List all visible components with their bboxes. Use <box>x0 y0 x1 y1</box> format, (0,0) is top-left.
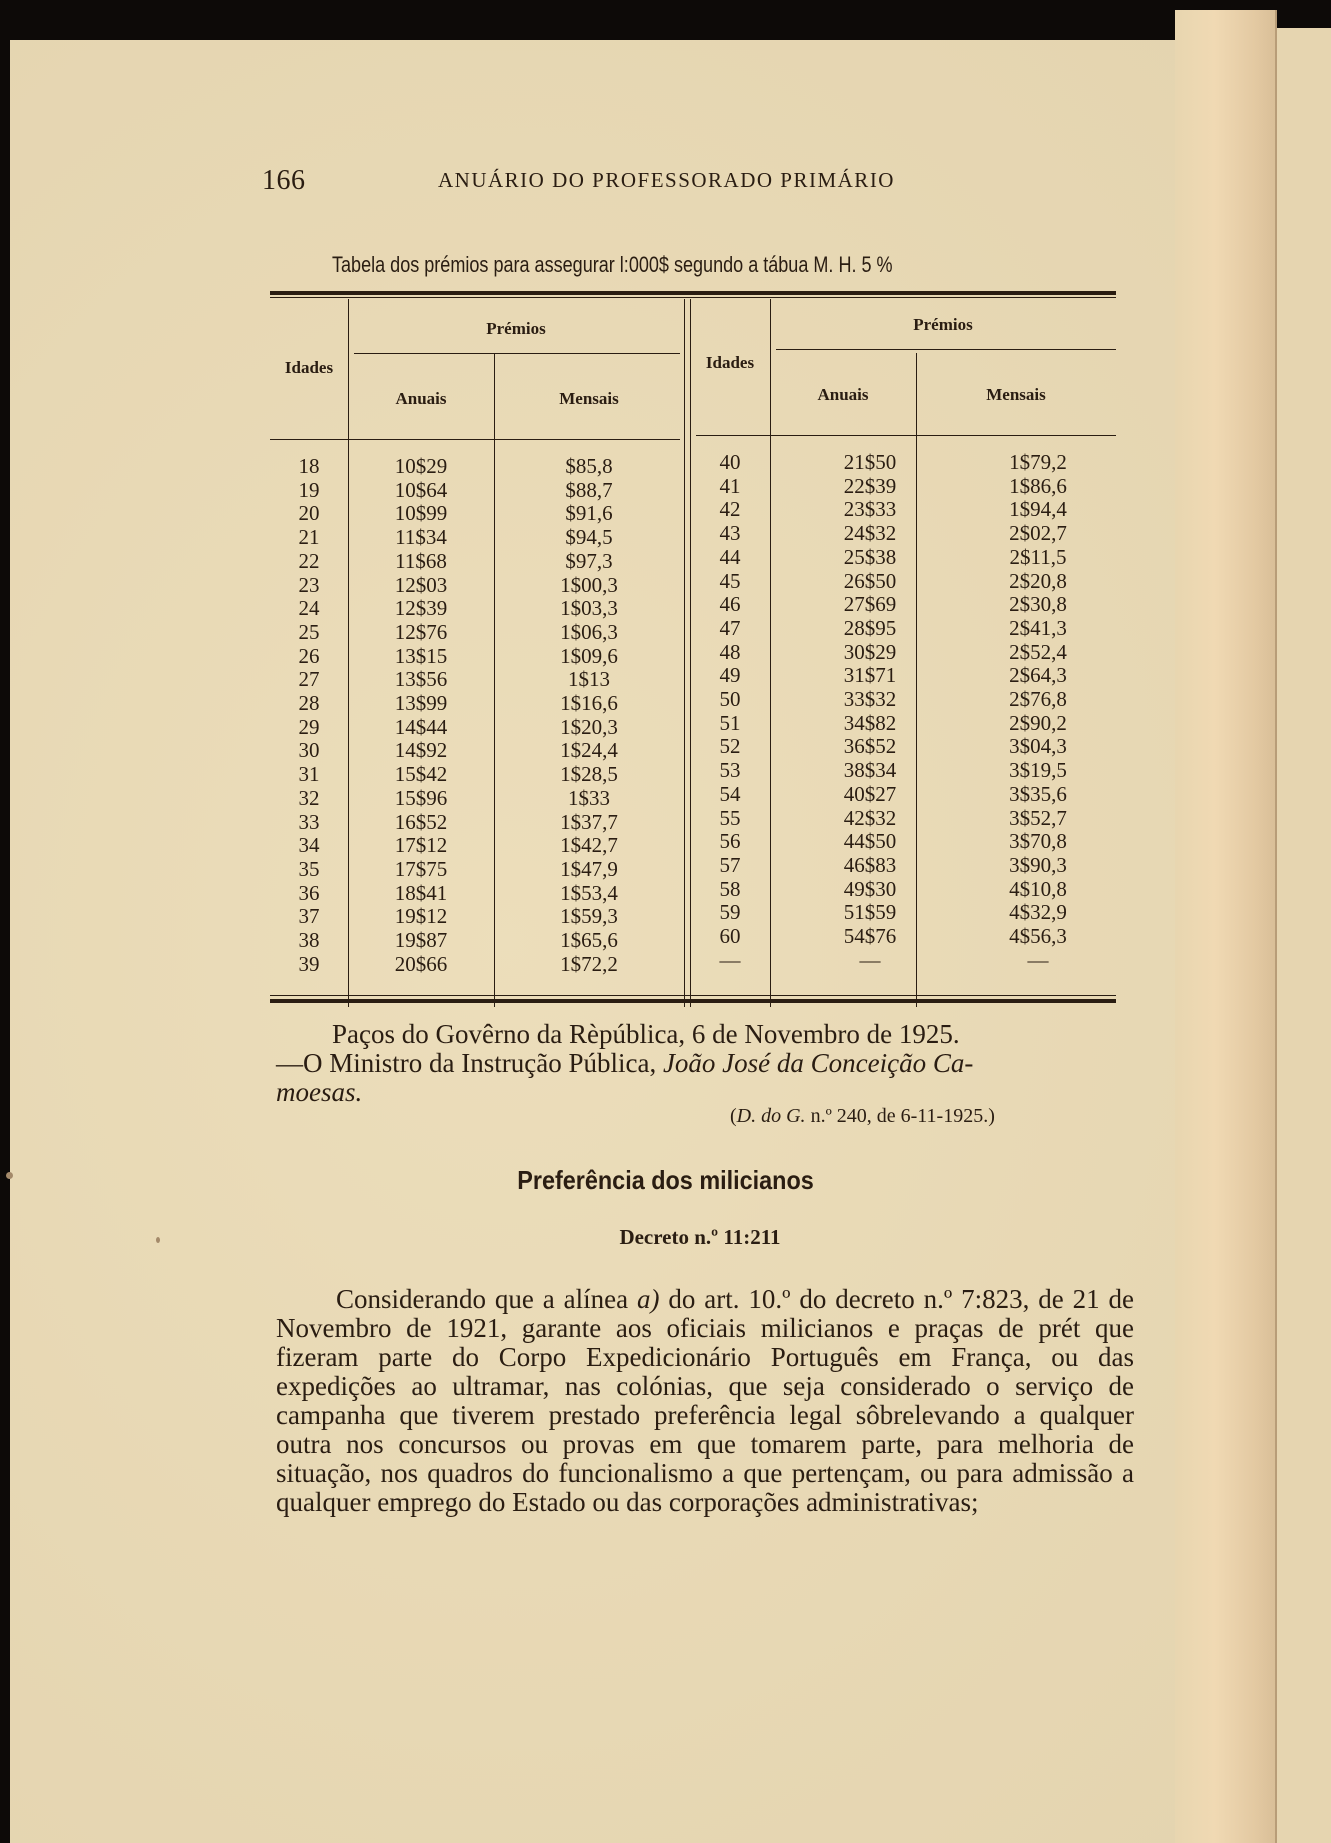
cell: 17$12 <box>394 833 448 858</box>
page-number: 166 <box>262 165 306 196</box>
gazette-citation <box>730 1105 995 1128</box>
cell: 45 <box>719 568 741 593</box>
cell: 1$09,6 <box>560 643 618 668</box>
cell: 30$29 <box>843 639 897 664</box>
cell: 2$41,3 <box>1009 615 1067 640</box>
cell: 1$53,4 <box>560 880 618 905</box>
table-top-rule <box>270 291 1116 295</box>
cell: 1$86,6 <box>1009 473 1067 498</box>
page-fold <box>1175 10 1277 1843</box>
cell: 51$59 <box>843 900 897 925</box>
cell: 26 <box>298 643 320 668</box>
cell: 14$92 <box>394 738 448 763</box>
cell: 13$99 <box>394 691 448 716</box>
cell: 21 <box>298 525 320 550</box>
cell: $91,6 <box>565 501 613 526</box>
cell: 12$76 <box>394 619 448 644</box>
cell: 22$39 <box>843 473 897 498</box>
cell: $88,7 <box>565 477 613 502</box>
cell: 37 <box>298 904 320 929</box>
cell: 1$06,3 <box>560 619 618 644</box>
closing-line-3: moesas. <box>276 1077 363 1107</box>
cell: 2$64,3 <box>1009 663 1067 688</box>
cell: 3$52,7 <box>1009 805 1067 830</box>
cell: 46$83 <box>843 852 897 877</box>
cell: — <box>859 947 881 972</box>
cell: 49 <box>719 663 741 688</box>
cell: 13$56 <box>394 667 448 692</box>
cell: 1$37,7 <box>560 809 618 834</box>
cell: 2$11,5 <box>1009 544 1067 569</box>
minister-title: —O Ministro da Instrução Pública, <box>276 1048 663 1078</box>
cell: 22 <box>298 548 320 573</box>
cell: 1$24,4 <box>560 738 618 763</box>
cell: 39 <box>298 951 320 976</box>
cell: 1$03,3 <box>560 596 618 621</box>
scan-background-edge <box>0 0 1331 44</box>
right-idades-column <box>690 451 770 972</box>
cell: 2$52,4 <box>1009 639 1067 664</box>
body-text-b: do art. 10.º do decreto n.º 7:823, de 21 de Novembro de 1921, garante aos oficiais milicianos e praças de prét que fizeram parte do Corpo Expedicionário Português em França, ou das expedições ao ultramar, nas colónias, que seja considerado o serviço de campanha que tiverem prestado preferência legal sôbrelevando a qualquer outra nos concursos ou provas em que tomarem parte, para melhoria de situação, nos quadros do funcionalismo a que pertençam, ou para admissão a qualquer emprego do Estado ou das corporações administrativas; <box>276 1284 1134 1517</box>
header-mensais: Mensais <box>986 385 1046 404</box>
cell: 54 <box>719 781 741 806</box>
cell: 36 <box>298 880 320 905</box>
cell: 43 <box>719 521 741 546</box>
cell: 31$71 <box>843 663 897 688</box>
cell: 46 <box>719 592 741 617</box>
cell: $97,3 <box>565 548 613 573</box>
cell: 19 <box>298 477 320 502</box>
cell: 13$15 <box>394 643 448 668</box>
table-caption: Tabela dos prémios para assegurar l:000$ segundo a tábua M. H. 5 % <box>332 252 893 277</box>
cell: $85,8 <box>565 454 613 478</box>
cell: 53 <box>719 758 741 783</box>
table-top-rule-thin <box>270 297 1116 298</box>
cell: 1$47,9 <box>560 856 618 881</box>
body-text-a: Considerando que a alínea <box>336 1284 637 1314</box>
cell: 26$50 <box>843 568 897 593</box>
table-bottom-rule <box>270 999 1116 1003</box>
cell: 24 <box>298 596 320 621</box>
next-page-edge <box>1273 28 1331 1843</box>
cell: 30 <box>298 738 320 763</box>
section-title: Preferência dos milicianos <box>517 1165 814 1195</box>
header-anuais: Anuais <box>395 389 447 408</box>
cell: 3$70,8 <box>1009 829 1067 854</box>
cell: 2$76,8 <box>1009 687 1067 712</box>
cell: 16$52 <box>394 809 448 834</box>
cell: 51 <box>719 710 741 735</box>
closing-line-2 <box>276 1049 1126 1078</box>
cell: 49$30 <box>843 876 897 901</box>
closing-line-1: Paços do Govêrno da Rèpública, 6 de Novembro de 1925. <box>332 1019 960 1049</box>
right-mensais-column <box>943 451 1133 972</box>
cell: 44$50 <box>843 829 897 854</box>
cell: 54$76 <box>843 924 897 949</box>
paper-speck <box>156 1237 160 1243</box>
cell: 18 <box>298 454 320 478</box>
cell: 15$42 <box>394 762 448 787</box>
cell: 47 <box>719 615 741 640</box>
cell: 55 <box>719 805 741 830</box>
cell: 19$87 <box>394 928 448 953</box>
citation-source: D. do G. <box>736 1105 806 1127</box>
header-idades: Idades <box>705 353 755 372</box>
cell: 1$13 <box>568 667 610 692</box>
header-anuais: Anuais <box>817 385 869 404</box>
cell: 25 <box>298 619 320 644</box>
cell: 1$59,3 <box>560 904 618 929</box>
premios-underline <box>354 353 680 354</box>
cell: 23$33 <box>843 497 897 522</box>
cell: 1$72,2 <box>560 951 618 976</box>
cell: 1$00,3 <box>560 572 618 597</box>
left-anuais-column <box>348 455 494 976</box>
cell: 11$34 <box>395 525 447 550</box>
cell: 1$28,5 <box>560 762 618 787</box>
cell: 3$90,3 <box>1009 852 1067 877</box>
cell: 60 <box>719 924 741 949</box>
header-premios: Prémios <box>486 319 546 338</box>
cell: 35 <box>298 856 320 881</box>
cell: 3$04,3 <box>1009 734 1067 759</box>
cell: 36$52 <box>843 734 897 759</box>
body-paragraph <box>276 1285 1134 1517</box>
cell: 34 <box>298 833 320 858</box>
cell: 17$75 <box>394 856 448 881</box>
cell: 31 <box>298 762 320 787</box>
cell: 1$42,7 <box>560 833 618 858</box>
cell: 2$20,8 <box>1009 568 1067 593</box>
cell: 10$99 <box>394 501 448 526</box>
cell: 40 <box>719 450 741 474</box>
cell: 1$94,4 <box>1009 497 1067 522</box>
cell: 41 <box>719 473 741 498</box>
col-divider <box>770 299 771 1007</box>
cell: 28 <box>298 691 320 716</box>
cell: 59 <box>719 900 741 925</box>
cell: 23 <box>298 572 320 597</box>
cell: 2$02,7 <box>1009 521 1067 546</box>
cell: 58 <box>719 876 741 901</box>
cell: 44 <box>719 544 741 569</box>
cell: 3$35,6 <box>1009 781 1067 806</box>
cell: 28$95 <box>843 615 897 640</box>
cell: $94,5 <box>565 525 613 550</box>
decree-number: Decreto n.º 11:211 <box>619 1225 781 1249</box>
body-text-italic: a) <box>636 1284 660 1314</box>
cell: 3$19,5 <box>1009 758 1067 783</box>
cell: 33$32 <box>843 687 897 712</box>
citation-ref: n.º 240, de 6-11-1925.) <box>805 1105 995 1127</box>
cell: 48 <box>719 639 741 664</box>
cell: 42$32 <box>843 805 897 830</box>
cell: 2$30,8 <box>1009 592 1067 617</box>
running-title: ANUÁRIO DO PROFESSORADO PRIMÁRIO <box>438 168 895 192</box>
cell: 25$38 <box>843 544 897 569</box>
cell: 1$20,3 <box>560 714 618 739</box>
col-divider <box>684 299 685 1007</box>
left-mensais-column <box>494 455 684 976</box>
cell: 20 <box>298 501 320 526</box>
cell: 10$64 <box>394 477 448 502</box>
cell: 4$10,8 <box>1009 876 1067 901</box>
cell: 4$56,3 <box>1009 924 1067 949</box>
cell: 1$16,6 <box>560 691 618 716</box>
cell: 10$29 <box>394 454 448 478</box>
cell: 50 <box>719 687 741 712</box>
cell: 52 <box>719 734 741 759</box>
paper-speck <box>6 1172 13 1179</box>
cell: 15$96 <box>394 785 448 810</box>
cell: 21$50 <box>843 450 897 474</box>
cell: 18$41 <box>394 880 448 905</box>
cell: 19$12 <box>394 904 448 929</box>
cell: 33 <box>298 809 320 834</box>
cell: 12$03 <box>394 572 448 597</box>
cell: 27$69 <box>843 592 897 617</box>
cell: 56 <box>719 829 741 854</box>
cell: 14$44 <box>394 714 448 739</box>
cell: 20$66 <box>394 951 448 976</box>
cell: 40$27 <box>843 781 897 806</box>
cell: 2$90,2 <box>1009 710 1067 735</box>
cell: 24$32 <box>843 521 897 546</box>
cell: 29 <box>298 714 320 739</box>
decree-body <box>276 1285 1134 1517</box>
minister-name: João José da Conceição Ca- <box>662 1048 974 1078</box>
cell: 11$68 <box>395 548 447 573</box>
closing-signature <box>276 1020 1126 1107</box>
cell: 38 <box>298 928 320 953</box>
cell: — <box>1027 947 1049 972</box>
cell: 27 <box>298 667 320 692</box>
header-premios: Prémios <box>913 315 973 334</box>
cell: 32 <box>298 785 320 810</box>
cell: 12$39 <box>394 596 448 621</box>
cell: 42 <box>719 497 741 522</box>
header-idades: Idades <box>284 358 334 377</box>
header-bottom-rule <box>270 439 680 440</box>
header-bottom-rule <box>696 435 1116 436</box>
table-bottom-rule-thin <box>270 995 1116 996</box>
cell: 1$79,2 <box>1009 450 1067 474</box>
cell: 38$34 <box>843 758 897 783</box>
cell: 1$33 <box>568 785 610 810</box>
left-idades-column <box>270 455 348 976</box>
cell: 1$65,6 <box>560 928 618 953</box>
premios-underline <box>776 349 1116 350</box>
cell: 34$82 <box>843 710 897 735</box>
citation-paren: ( <box>730 1105 737 1127</box>
cell: — <box>719 947 741 972</box>
cell: 4$32,9 <box>1009 900 1067 925</box>
cell: 57 <box>719 852 741 877</box>
right-anuais-column <box>797 451 943 972</box>
header-mensais: Mensais <box>559 389 619 408</box>
